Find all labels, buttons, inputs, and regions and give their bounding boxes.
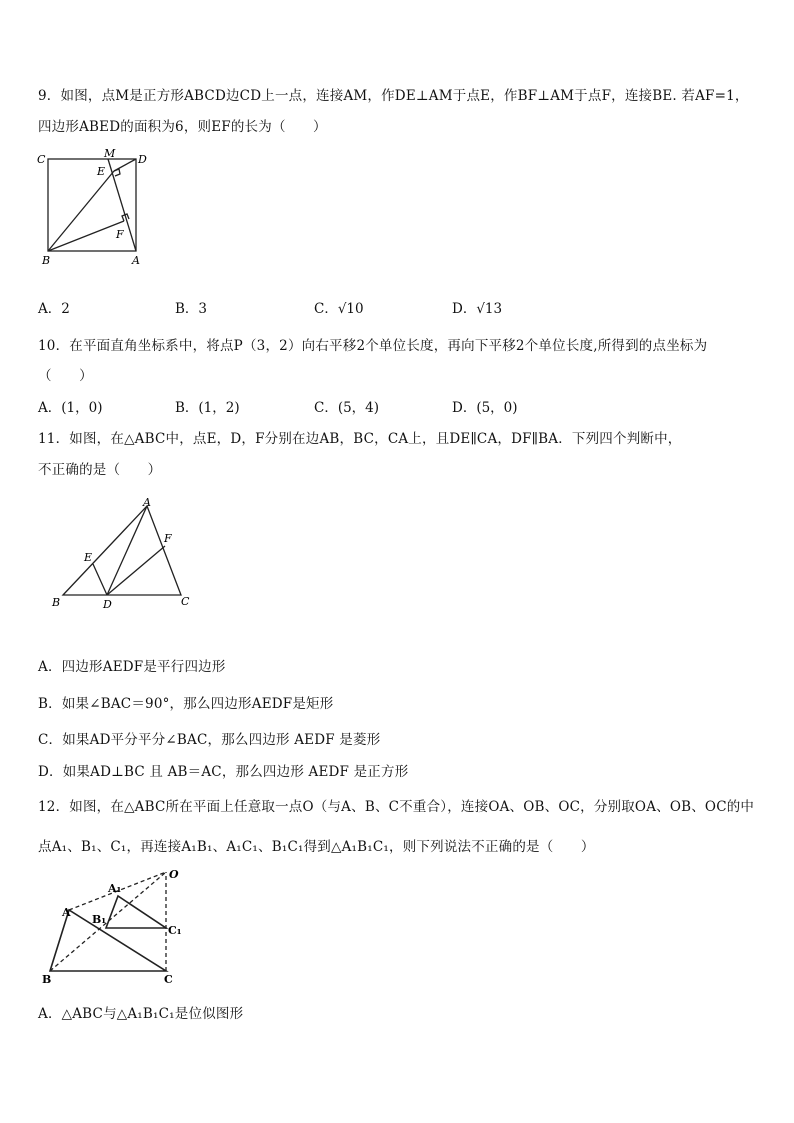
q11-option-d: D．如果AD⊥BC 且 AB＝AC，那么四边形 AEDF 是正方形: [38, 764, 409, 780]
segment-de: [93, 564, 107, 595]
label-b: B: [52, 596, 61, 609]
label-f: F: [164, 532, 172, 545]
q11-option-b: B．如果∠BAC＝90°，那么四边形AEDF是矩形: [38, 696, 334, 712]
q11-option-a: A．四边形AEDF是平行四边形: [38, 659, 226, 675]
label-b: B: [42, 254, 51, 266]
label-b: B: [42, 973, 52, 986]
label-m: M: [104, 148, 116, 160]
label-a: A: [132, 254, 140, 266]
q11-stem-line2: 不正确的是（ ）: [38, 462, 162, 478]
q10-stem-line1: 10．在平面直角坐标系中，将点P（3，2）向右平移2个单位长度，再向下平移2个单位长度,所得到的点坐标为: [38, 338, 708, 354]
label-c: C: [181, 595, 190, 608]
segment-be: [48, 171, 114, 251]
right-angle-e: [114, 169, 120, 176]
label-d: D: [138, 153, 147, 166]
q10-option-c: C．(5，4): [314, 400, 380, 416]
q10-option-b: B．(1，2): [175, 400, 240, 416]
label-e: E: [84, 551, 93, 564]
label-c: C: [37, 153, 46, 166]
label-f: F: [116, 228, 124, 241]
q9-stem-line2: 四边形ABED的面积为6，则EF的长为（ ）: [38, 119, 327, 135]
label-a: A: [143, 496, 151, 509]
label-a1: A₁: [108, 882, 122, 895]
q10-option-d: D．(5，0): [452, 400, 518, 416]
q9-option-c: C．√10: [314, 301, 364, 317]
segment-bf: [48, 221, 124, 251]
segment-ad: [107, 506, 147, 595]
q12-option-a: A．△ABC与△A₁B₁C₁是位似图形: [38, 1006, 244, 1022]
q11-stem-line1: 11．如图，在△ABC中，点E，D，F分别在边AB，BC，CA上，且DE∥CA，DF∥BA．下列四个判断中，: [38, 431, 682, 447]
label-a: A: [62, 906, 71, 919]
segment-df: [107, 546, 165, 595]
q11-triangle-figure: [46, 494, 206, 614]
q10-stem-line2: （ ）: [38, 368, 93, 384]
triangle-a1b1c1: [106, 896, 166, 928]
q9-option-a: A．2: [38, 301, 70, 317]
label-d: D: [103, 598, 112, 611]
label-e: E: [97, 165, 106, 178]
q12-stem-line1: 12．如图，在△ABC所在平面上任意取一点O（与A、B、C不重合），连接OA、OB、OC，分别取OA、OB、OC的中: [38, 799, 755, 815]
label-b1: B₁: [92, 913, 107, 926]
q9-option-b: B．3: [175, 301, 208, 317]
q12-stem-line2: 点A₁、B₁、C₁，再连接A₁B₁、A₁C₁、B₁C₁得到△A₁B₁C₁，则下列说法不正确的是（ ）: [38, 839, 595, 855]
q9-option-d: D．√13: [452, 301, 503, 317]
q9-stem-line1: 9．如图，点M是正方形ABCD边CD上一点，连接AM，作DE⊥AM于点E，作BF⊥AM于点F，连接BE. 若AF=1，: [38, 88, 749, 104]
label-c: C: [164, 973, 173, 986]
label-o: O: [169, 868, 179, 881]
triangle-abc: [50, 910, 166, 971]
q10-option-a: A．(1，0): [38, 400, 103, 416]
q9-square-figure: [34, 148, 164, 266]
q12-homothety-figure: [36, 866, 196, 990]
label-c1: C₁: [168, 924, 182, 937]
q11-option-c: C．如果AD平分平分∠BAC，那么四边形 AEDF 是菱形: [38, 732, 381, 748]
